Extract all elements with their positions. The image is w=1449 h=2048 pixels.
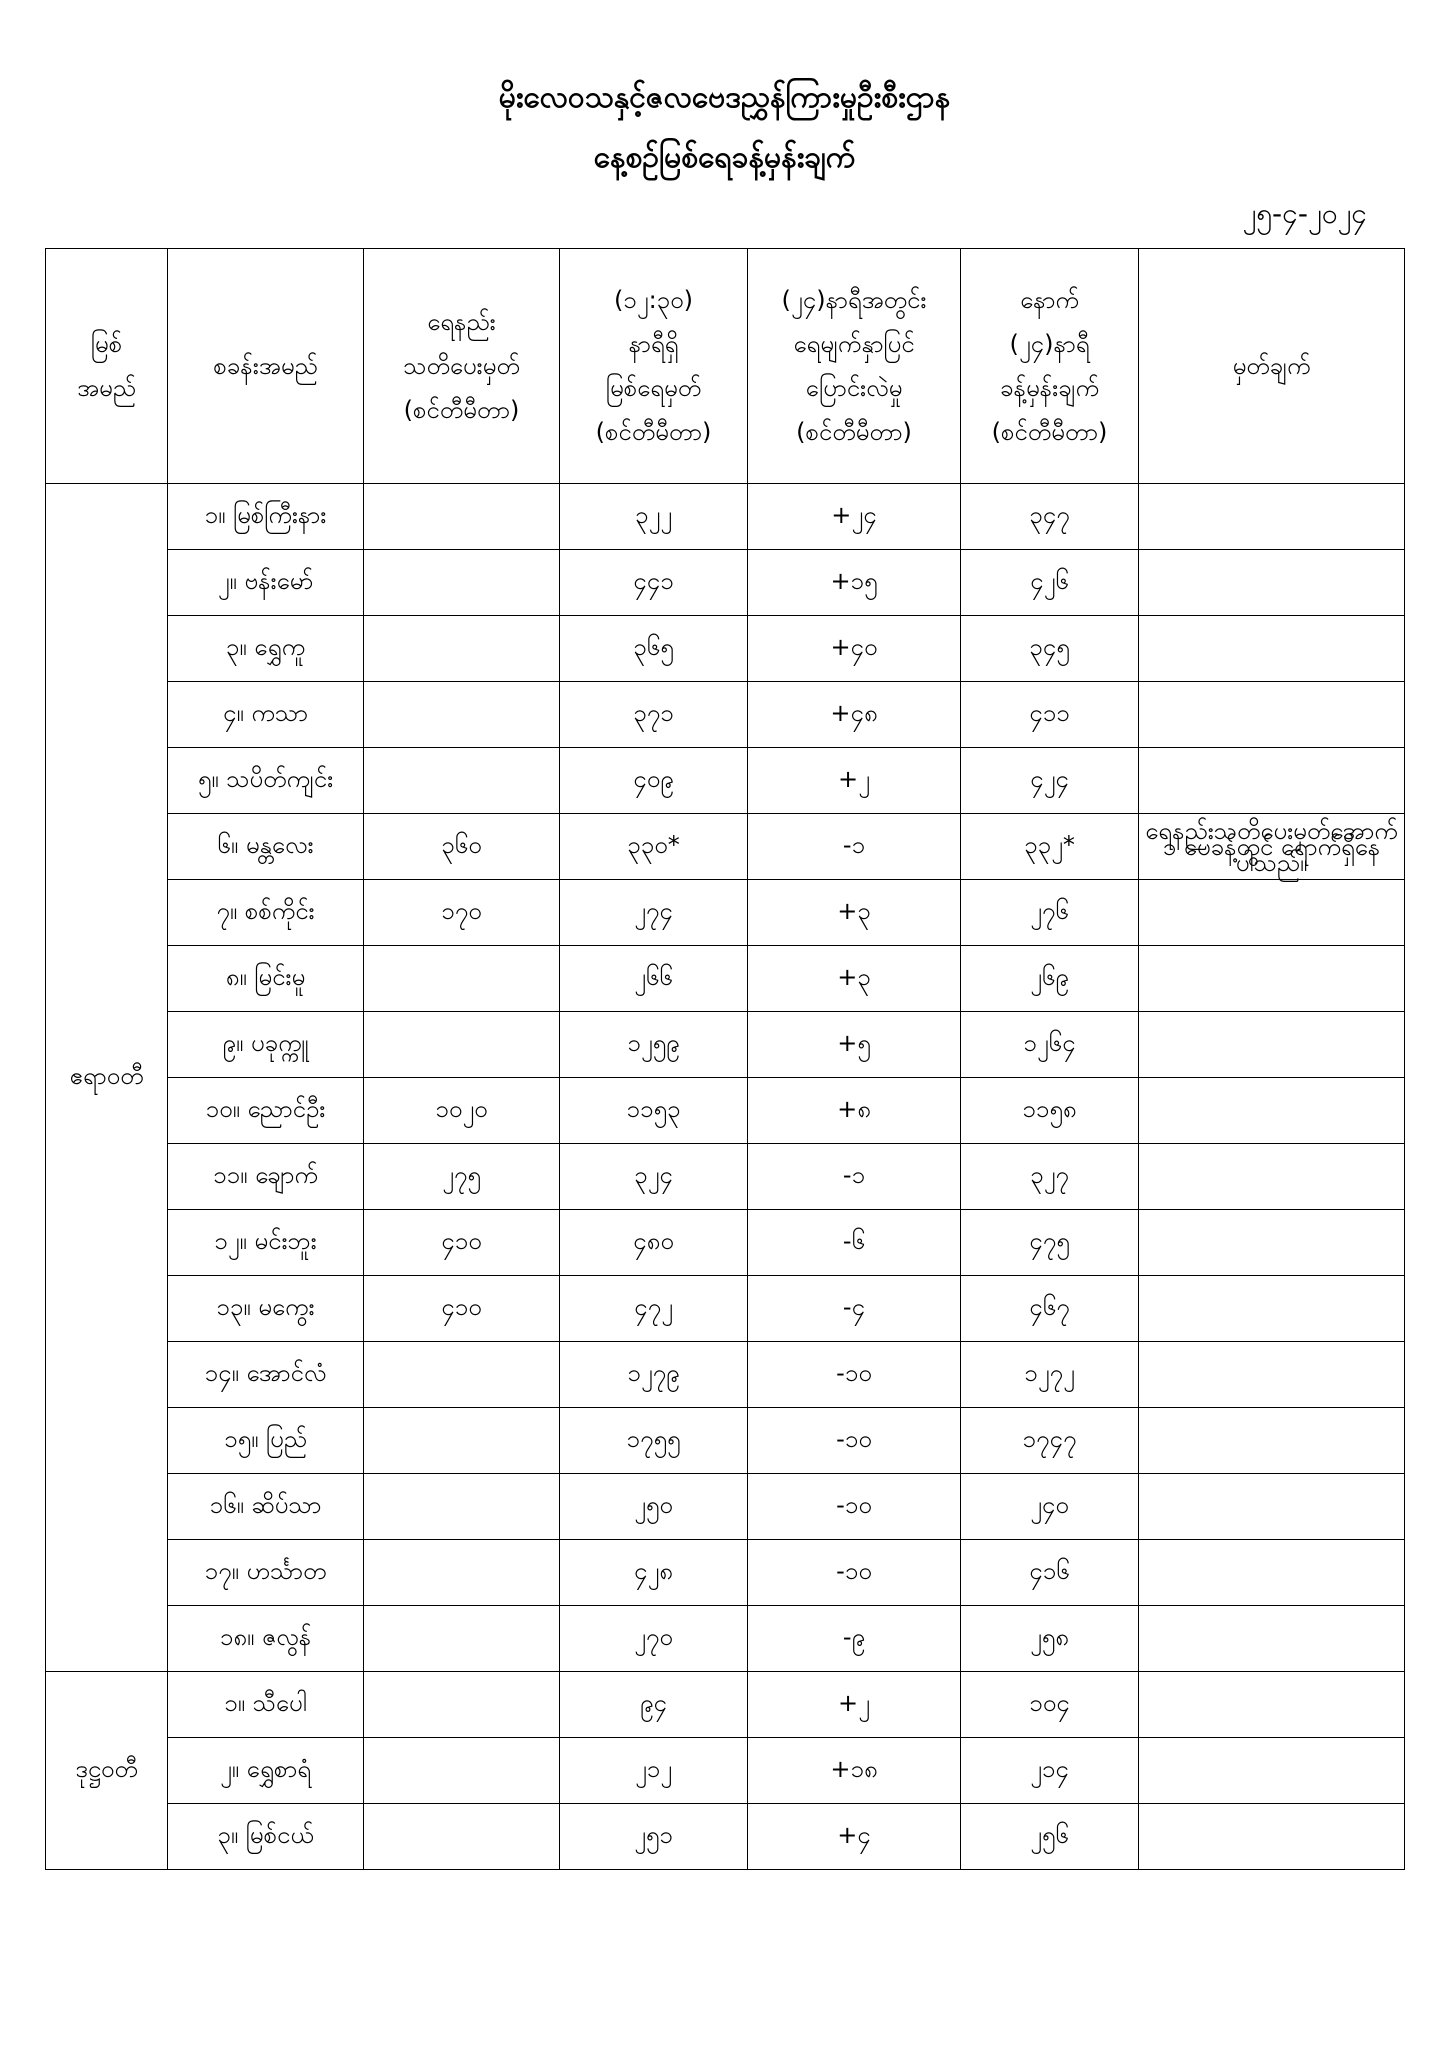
danger-level-cell: ၁၇၀	[364, 880, 560, 946]
observed-level-cell: ၃၆၅	[560, 616, 748, 682]
danger-level-cell	[364, 550, 560, 616]
remark-cell	[1139, 1078, 1405, 1144]
table-row	[46, 1078, 1405, 1144]
change-cell: +၅	[748, 1012, 961, 1078]
forecast-cell: ၂၇၆	[961, 880, 1139, 946]
remark-cell	[1139, 550, 1405, 616]
remark-cell	[1139, 1606, 1405, 1672]
forecast-cell: ၄၂၄	[961, 748, 1139, 814]
station-cell: ၁၄။ အောင်လံ	[168, 1342, 364, 1408]
remark-cell	[1139, 1474, 1405, 1540]
observed-level-cell: ၃၃၀*	[560, 814, 748, 880]
forecast-cell: ၁၂၆၄	[961, 1012, 1139, 1078]
station-cell: ၇။ စစ်ကိုင်း	[168, 880, 364, 946]
table-row	[46, 1474, 1405, 1540]
observed-level-cell: ၃၂၄	[560, 1144, 748, 1210]
forecast-cell: ၁၇၄၇	[961, 1408, 1139, 1474]
forecast-cell: ၄၆၇	[961, 1276, 1139, 1342]
forecast-cell: ၂၁၄	[961, 1738, 1139, 1804]
table-row	[46, 1804, 1405, 1870]
forecast-cell: ၄၁၆	[961, 1540, 1139, 1606]
remark-cell	[1139, 1276, 1405, 1342]
page-subtitle: နေ့စဉ်မြစ်ရေခန့်မှန်းချက်	[593, 140, 856, 175]
table-row	[46, 550, 1405, 616]
observed-level-cell: ၂၅၁	[560, 1804, 748, 1870]
danger-level-cell: ၄၁၀	[364, 1276, 560, 1342]
remark-cell	[1139, 616, 1405, 682]
change-cell: -၄	[748, 1276, 961, 1342]
table-row	[46, 946, 1405, 1012]
remark-cell	[1139, 880, 1405, 946]
change-cell: +၄	[748, 1804, 961, 1870]
station-cell: ၂။ ရွှေစာရံ	[168, 1738, 364, 1804]
observed-level-cell: ၁၂၅၉	[560, 1012, 748, 1078]
remark-cell	[1139, 1144, 1405, 1210]
station-cell: ၆။ မန္တလေး	[168, 814, 364, 880]
danger-level-cell	[364, 616, 560, 682]
table-row	[46, 1144, 1405, 1210]
danger-level-cell	[364, 682, 560, 748]
page-title: မိုးလေဝသနှင့်ဇလဗေဒညွှန်ကြားမှုဦးစီးဌာန	[498, 80, 951, 115]
forecast-cell: ၂၄၀	[961, 1474, 1139, 1540]
table-row	[46, 616, 1405, 682]
station-cell: ၁၅။ ပြည်	[168, 1408, 364, 1474]
danger-level-cell: ၁၀၂၀	[364, 1078, 560, 1144]
remark-cell	[1139, 1738, 1405, 1804]
change-cell: -၁၀	[748, 1342, 961, 1408]
table-row	[46, 1606, 1405, 1672]
danger-level-cell	[364, 1342, 560, 1408]
remark-cell	[1139, 1672, 1405, 1738]
table-row	[46, 1672, 1405, 1738]
forecast-cell: ၂၅၈	[961, 1606, 1139, 1672]
table-row	[46, 484, 1405, 550]
forecast-cell: ၃၄၅	[961, 616, 1139, 682]
danger-level-cell	[364, 1474, 560, 1540]
report-date: ၂၅-၄-၂၀၂၄	[1242, 197, 1367, 230]
observed-level-cell: ၄၈၀	[560, 1210, 748, 1276]
danger-level-cell	[364, 1606, 560, 1672]
observed-level-cell: ၄၀၉	[560, 748, 748, 814]
header-station: စခန်းအမည်	[168, 249, 364, 484]
header-danger-level: ရေနည်း သတိပေးမှတ် (စင်တီမီတာ)	[364, 249, 560, 484]
table-row	[46, 1012, 1405, 1078]
table-row	[46, 1738, 1405, 1804]
change-cell: -၉	[748, 1606, 961, 1672]
observed-level-cell: ၄၄၁	[560, 550, 748, 616]
table-body	[46, 484, 1405, 1870]
station-cell: ၁၁။ ချောက်	[168, 1144, 364, 1210]
observed-level-cell: ၂၆၆	[560, 946, 748, 1012]
station-cell: ၁။ မြစ်ကြီးနား	[168, 484, 364, 550]
remark-cell	[1139, 1408, 1405, 1474]
observed-level-cell: ၁၂၇၉	[560, 1342, 748, 1408]
change-cell: -၁၀	[748, 1474, 961, 1540]
station-cell: ၁၂။ မင်းဘူး	[168, 1210, 364, 1276]
table-row	[46, 1342, 1405, 1408]
observed-level-cell: ၂၁၂	[560, 1738, 748, 1804]
remark-cell	[1139, 1342, 1405, 1408]
observed-level-cell: ၉၄	[560, 1672, 748, 1738]
danger-level-cell	[364, 1738, 560, 1804]
observed-level-cell: ၂၅၀	[560, 1474, 748, 1540]
change-cell: +၃	[748, 880, 961, 946]
observed-level-cell: ၃၇၁	[560, 682, 748, 748]
station-cell: ၁၆။ ဆိပ်သာ	[168, 1474, 364, 1540]
remark-cell	[1139, 1210, 1405, 1276]
change-cell: +၂	[748, 1672, 961, 1738]
danger-level-cell	[364, 1672, 560, 1738]
river-forecast-table	[45, 248, 1405, 1870]
observed-level-cell: ၄၇၂	[560, 1276, 748, 1342]
observed-level-cell: ၃၂၂	[560, 484, 748, 550]
forecast-cell: ၄၇၅	[961, 1210, 1139, 1276]
river-name-cell: ဒုဋ္ဌဝတီ	[46, 1672, 168, 1870]
change-cell: +၁၅	[748, 550, 961, 616]
danger-level-cell	[364, 484, 560, 550]
observed-level-cell: ၂၇၀	[560, 1606, 748, 1672]
forecast-cell: ၃၂၇	[961, 1144, 1139, 1210]
river-name-cell: ဧရာဝတီ	[46, 484, 168, 1672]
header-change: (၂၄)နာရီအတွင်း ရေမျက်နှာပြင် ပြောင်းလဲမှု (စင်တီမီတာ)	[748, 249, 961, 484]
forecast-cell: ၃၄၇	[961, 484, 1139, 550]
observed-level-cell: ၂၇၄	[560, 880, 748, 946]
header-observed-level: (၁၂:၃၀) နာရီရှိ မြစ်ရေမှတ် (စင်တီမီတာ)	[560, 249, 748, 484]
station-cell: ၁၀။ ညောင်ဦး	[168, 1078, 364, 1144]
remark-cell	[1139, 946, 1405, 1012]
remark-cell	[1139, 1012, 1405, 1078]
change-cell: -၁၀	[748, 1408, 961, 1474]
remark-cell: ရေနည်းသတိပေးမှတ်အောက် ၁ ပေခန့်တွင် ရောက်ရှိနေပါသည်။	[1139, 814, 1405, 880]
danger-level-cell: ၂၇၅	[364, 1144, 560, 1210]
station-cell: ၁၃။ မကွေး	[168, 1276, 364, 1342]
change-cell: +၁၈	[748, 1738, 961, 1804]
danger-level-cell	[364, 946, 560, 1012]
change-cell: +၃	[748, 946, 961, 1012]
danger-level-cell: ၄၁၀	[364, 1210, 560, 1276]
forecast-cell: ၁၀၄	[961, 1672, 1139, 1738]
station-cell: ၃။ ရွှေကူ	[168, 616, 364, 682]
forecast-cell: ၂၅၆	[961, 1804, 1139, 1870]
remark-cell	[1139, 748, 1405, 814]
table-row	[46, 1540, 1405, 1606]
forecast-cell: ၄၂၆	[961, 550, 1139, 616]
danger-level-cell	[364, 1012, 560, 1078]
remark-cell	[1139, 682, 1405, 748]
change-cell: -၆	[748, 1210, 961, 1276]
forecast-cell: ၃၃၂*	[961, 814, 1139, 880]
station-cell: ၁၈။ ဇလွန်	[168, 1606, 364, 1672]
remark-cell	[1139, 484, 1405, 550]
table-row	[46, 814, 1405, 880]
forecast-cell: ၁၁၅၈	[961, 1078, 1139, 1144]
forecast-cell: ၂၆၉	[961, 946, 1139, 1012]
change-cell: -၁	[748, 1144, 961, 1210]
forecast-cell: ၁၂၇၂	[961, 1342, 1139, 1408]
remark-cell	[1139, 1540, 1405, 1606]
header-remark: မှတ်ချက်	[1139, 249, 1405, 484]
danger-level-cell: ၃၆၀	[364, 814, 560, 880]
table-row	[46, 1210, 1405, 1276]
station-cell: ၂။ ဗန်းမော်	[168, 550, 364, 616]
danger-level-cell	[364, 1804, 560, 1870]
table-row	[46, 1408, 1405, 1474]
danger-level-cell	[364, 1408, 560, 1474]
table-row	[46, 880, 1405, 946]
danger-level-cell	[364, 1540, 560, 1606]
station-cell: ၃။ မြစ်ငယ်	[168, 1804, 364, 1870]
change-cell: +၂	[748, 748, 961, 814]
observed-level-cell: ၄၂၈	[560, 1540, 748, 1606]
header-river: မြစ် အမည်	[46, 249, 168, 484]
header-forecast: နောက် (၂၄)နာရီ ခန့်မှန်းချက် (စင်တီမီတာ)	[961, 249, 1139, 484]
station-cell: ၅။ သပိတ်ကျင်း	[168, 748, 364, 814]
observed-level-cell: ၁၁၅၃	[560, 1078, 748, 1144]
change-cell: -၁	[748, 814, 961, 880]
observed-level-cell: ၁၇၅၅	[560, 1408, 748, 1474]
change-cell: +၈	[748, 1078, 961, 1144]
station-cell: ၁။ သီပေါ	[168, 1672, 364, 1738]
header-row	[46, 249, 1405, 484]
forecast-cell: ၄၁၁	[961, 682, 1139, 748]
danger-level-cell	[364, 748, 560, 814]
table-row	[46, 748, 1405, 814]
station-cell: ၉။ ပခုက္ကူ	[168, 1012, 364, 1078]
table-row	[46, 682, 1405, 748]
station-cell: ၁၇။ ဟင်္သာတ	[168, 1540, 364, 1606]
station-cell: ၄။ ကသာ	[168, 682, 364, 748]
change-cell: +၂၄	[748, 484, 961, 550]
remark-cell	[1139, 1804, 1405, 1870]
change-cell: +၄၀	[748, 616, 961, 682]
change-cell: +၄၈	[748, 682, 961, 748]
table-row	[46, 1276, 1405, 1342]
station-cell: ၈။ မြင်းမူ	[168, 946, 364, 1012]
change-cell: -၁၀	[748, 1540, 961, 1606]
